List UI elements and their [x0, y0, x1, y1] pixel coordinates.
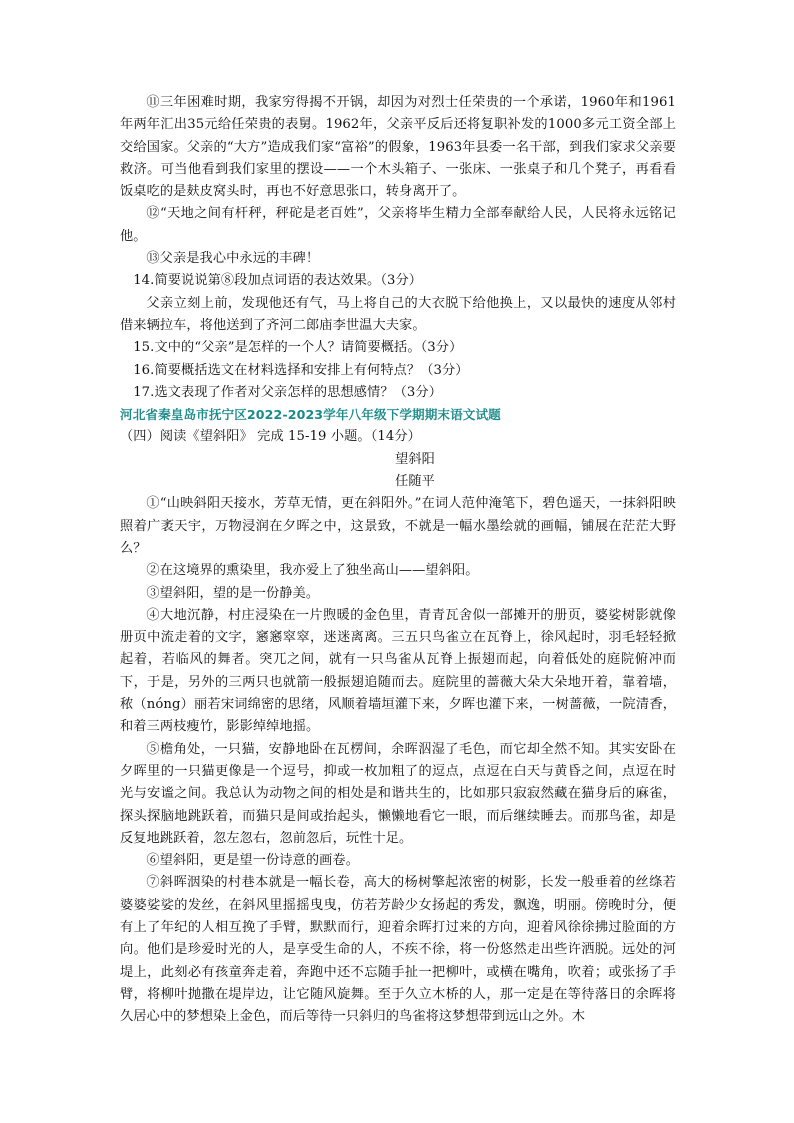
exam-source-heading: 河北省秦皇岛市抚宁区2022-2023学年八年级下学期期末语文试题: [120, 407, 501, 423]
question-15: 15.文中的“父亲”是怎样的一个人？请简要概括。（3分）: [133, 340, 463, 356]
paragraph-13: ⑬父亲是我心中永远的丰碑！: [146, 251, 320, 267]
article-author: 任随平: [395, 474, 435, 490]
paragraph-11: ⑪三年困难时期，我家穷得揭不开锅，却因为对烈士任荣贵的一个承诺，1960年和1961年两年汇出35元给任荣贵的表舅。1962年，父亲平反后还将复职补发的1000多元工资全部上交给国家。父亲的“大方”造成我们家“富裕”的假象，1963年县委一名干部，到我们家求父亲要救济。可当他看到我们家里的摆设——一个木头箱子、一张床、一张桌子和几个凳子，再看看饭桌吃的是麸皮窝头时，再也不好意思张口，转身离开了。: [120, 95, 676, 200]
document-page: [120, 92, 676, 1028]
article-paragraph-6: ⑥望斜阳，更是望一份诗意的画卷。: [146, 853, 359, 869]
question-17: 17.选文表现了作者对父亲怎样的思想感情？（3分）: [133, 384, 442, 400]
article-paragraph-3: ③望斜阳，望的是一份静美。: [146, 585, 320, 601]
article-title: 望斜阳: [395, 451, 435, 467]
question-16: 16.简要概括选文在材料选择和安排上有何特点？（3分）: [133, 362, 469, 378]
article-paragraph-2: ②在这境界的熏染里，我亦爱上了独坐高山——望斜阳。: [146, 563, 479, 579]
article-paragraph-7: ⑦斜晖洇染的村巷本就是一幅长卷，高大的杨树擎起浓密的树影，长发一般垂着的丝绦若婆婆娑娑的发丝，在斜风里摇摇曳曳，仿若芳龄少女扬起的秀发，飘逸，明丽。傍晚时分，便有上了年纪的人相互挽了手臂，默默而行，迎着余晖打过来的方向，迎着风徐徐拂过脸面的方向。他们是珍爱时光的人，是享受生命的人，不疾不徐，将一份悠然走出些许洒脱。远处的河堤上，此刻必有孩童奔走着，奔跑中还不忘随手扯一把柳叶，或横在嘴角，吹着；或张扬了手臂，将柳叶抛撒在堤岸边，让它随风旋舞。至于久立木桥的人，那一定是在等待落日的余晖将久居心中的梦想染上金色，而后等待一只斜归的鸟雀将这梦想带到远山之外。木: [120, 875, 676, 1025]
question-14-quote: 父亲立刻上前，发现他还有气，马上将自己的大衣脱下给他换上，又以最快的速度从邻村借来辆拉车，将他送到了齐河二郎庙李世温大夫家。: [120, 295, 676, 333]
article-paragraph-5: ⑤檐角处，一只猫，安静地卧在瓦楞间，余晖泅湿了毛色，而它却全然不知。其实安卧在夕晖里的一只猫更像是一个逗号，抑或一枚加粗了的逗点，点逗在白天与黄昏之间，点逗在时光与安谧之间。我总认为动物之间的相处是和谐共生的，比如那只寂寂然藏在猫身后的麻雀，探头探脑地跳跃着，而猫只是间或抬起头，懒懒地看它一眼，而后继续睡去。而那鸟雀，却是反复地跳跃着，忽左忽右，忽前忽后，玩性十足。: [120, 741, 676, 846]
paragraph-12: ⑫“天地之间有杆秤，秤砣是老百姓”，父亲将毕生精力全部奉献给人民，人民将永远铭记他。: [120, 206, 676, 244]
article-paragraph-1: ①“山映斜阳天接水，芳草无情，更在斜阳外。”在词人范仲淹笔下，碧色遥天，一抹斜阳映照着广袤天宇，万物浸润在夕晖之中，这景致，不就是一幅水墨绘就的画幅，铺展在茫茫大野么？: [120, 496, 676, 556]
question-14: 14.简要说说第⑧段加点词语的表达效果。（3分）: [133, 273, 423, 289]
article-paragraph-4: ④大地沉静，村庄浸染在一片煦暖的金色里，青青瓦舍似一部摊开的册页，婆娑树影就像册页中流走着的文字，窸窸窣窣，迷迷离离。三五只鸟雀立在瓦脊上，徐风起时，羽毛轻轻掀起着，若临风的舞者。突兀之间，就有一只鸟雀从瓦脊上振翅而起，向着低处的庭院俯冲而下，于是，另外的三两只也就箭一般振翅追随而去。庭院里的蔷薇大朵大朵地开着，靠着墙，秾（nóng）丽若宋词绵密的思绪，风顺着墙垣灌下来，夕晖也灌下来，一树蔷薇，一院清香，和着三两枝瘦竹，影影绰绰地摇。: [120, 607, 676, 735]
section-intro: （四）阅读《望斜阳》 完成 15-19 小题。（14分）: [120, 429, 421, 445]
